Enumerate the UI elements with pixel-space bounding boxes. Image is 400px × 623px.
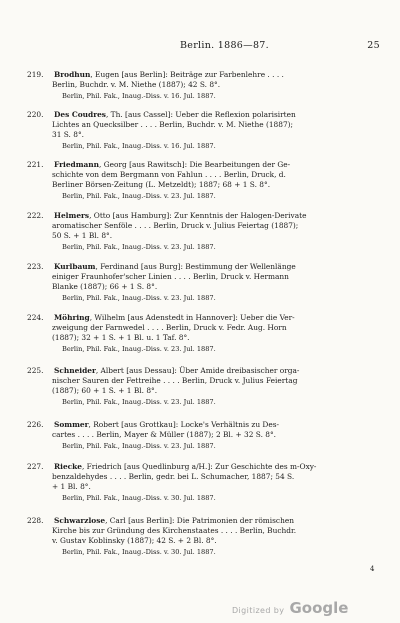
entry-line: aromatischer Senföle . . . . Berlin, Druck v. Julius Feiertag (1887);: [52, 221, 299, 230]
entry-line: Schwarzlose, Carl [aus Berlin]: Die Patrimonien der römischen: [54, 516, 294, 525]
entry-line: schichte von dem Bergmann von Fahlun . . . . Berlin, Druck, d.: [52, 170, 286, 179]
dissertation-note: Berlin, Phil. Fak., Inaug.-Diss. v. 23. Jul. 1887.: [62, 345, 216, 353]
entry-line: (1887); 60 + 1 S. + 1 Bl. 8°.: [52, 386, 158, 395]
entry-text: [54, 262, 368, 292]
entry-line: Riecke, Friedrich [aus Quedlinburg a/H.]: Zur Geschichte des m-Oxy-: [54, 462, 317, 471]
author-surname: Riecke: [54, 462, 82, 471]
entry-text: [54, 462, 368, 492]
dissertation-note: Berlin, Phil. Fak., Inaug.-Diss. v. 23. Jul. 1887.: [62, 192, 216, 200]
entry-number: 226.: [27, 420, 44, 429]
entry-number: 220.: [27, 110, 44, 119]
entry-text: [54, 516, 368, 546]
entry-text: [54, 420, 368, 440]
author-surname: Friedmann: [54, 160, 100, 169]
author-surname: Schwarzlose: [54, 516, 106, 525]
entry-line: Des Coudres, Th. [aus Cassel]: Ueber die Reflexion polarisirten: [54, 110, 296, 119]
entry-number: 228.: [27, 516, 44, 525]
entry-line: (1887); 32 + 1 S. + 1 Bl. u. 1 Taf. 8°.: [52, 333, 190, 342]
entry-line: cartes . . . . Berlin, Mayer & Müller (1887); 2 Bl. + 32 S. 8°.: [52, 430, 277, 439]
entry-text: [54, 110, 368, 140]
entry-number: 219.: [27, 70, 44, 79]
entry-line: benzaldehydes . . . . Berlin, gedr. bei L. Schumacher, 1887; 54 S.: [52, 472, 295, 481]
dissertation-note: Berlin, Phil. Fak., Inaug.-Diss. v. 23. Jul. 1887.: [62, 294, 216, 302]
entry-text: [54, 211, 368, 241]
watermark-prefix: Digitized by: [232, 606, 285, 615]
dissertation-note: Berlin, Phil. Fak., Inaug.-Diss. v. 16. Jul. 1887.: [62, 92, 216, 100]
author-surname: Des Coudres: [54, 110, 106, 119]
author-surname: Sommer: [54, 420, 89, 429]
signature-mark: 4: [370, 565, 375, 573]
entry-line: Lichtes an Quecksilber . . . . Berlin, Buchdr. v. M. Niethe (1887);: [52, 120, 294, 129]
entry-text: [54, 70, 368, 90]
dissertation-note: Berlin, Phil. Fak., Inaug.-Diss. v. 16. Jul. 1887.: [62, 142, 216, 150]
dissertation-note: Berlin, Phil. Fak., Inaug.-Diss. v. 23. Jul. 1887.: [62, 398, 216, 406]
entry-line: + 1 Bl. 8°.: [52, 482, 91, 491]
entry-line: 50 S. + 1 Bl. 8°.: [52, 231, 113, 240]
entry-line: Helmers, Otto [aus Hamburg]: Zur Kenntnis der Halogen-Derivate: [54, 211, 307, 220]
running-title: Berlin. 1886—87.: [180, 40, 269, 51]
entry-number: 223.: [27, 262, 44, 271]
author-surname: Schneider: [54, 366, 96, 375]
entry-number: 221.: [27, 160, 44, 169]
entry-text: [54, 313, 368, 343]
dissertation-note: Berlin, Phil. Fak., Inaug.-Diss. v. 30. Jul. 1887.: [62, 494, 216, 502]
author-surname: Möhring: [54, 313, 90, 322]
dissertation-note: Berlin, Phil. Fak., Inaug.-Diss. v. 23. Jul. 1887.: [62, 243, 216, 251]
author-surname: Brodhun: [54, 70, 91, 79]
entry-line: einiger Fraunhofer'scher Linien . . . . Berlin, Druck v. Hermann: [52, 272, 289, 281]
entry-number: 222.: [27, 211, 44, 220]
digitized-watermark: [232, 598, 348, 617]
dissertation-note: Berlin, Phil. Fak., Inaug.-Diss. v. 23. Jul. 1887.: [62, 442, 216, 450]
entry-number: 224.: [27, 313, 44, 322]
entry-line: 31 S. 8°.: [52, 130, 84, 139]
entry-number: 227.: [27, 462, 44, 471]
entry-line: Friedmann, Georg [aus Rawitsch]: Die Bearbeitungen der Ge-: [54, 160, 291, 169]
dissertation-note: Berlin, Phil. Fak., Inaug.-Diss. v. 30. Jul. 1887.: [62, 548, 216, 556]
entry-text: [54, 160, 368, 190]
entry-line: Sommer, Robert [aus Grottkau]: Locke's Verhältnis zu Des-: [54, 420, 280, 429]
entry-line: nischer Sauren der Fettreihe . . . . Berlin, Druck v. Julius Feiertag: [52, 376, 298, 385]
page-number: 25: [367, 40, 380, 51]
entry-text: [54, 366, 368, 396]
author-surname: Kurlbaum: [54, 262, 96, 271]
author-surname: Helmers: [54, 211, 90, 220]
watermark-logo: Google: [289, 599, 349, 617]
entry-number: 225.: [27, 366, 44, 375]
entry-line: Berliner Börsen-Zeitung (L. Metzeldt); 1887; 68 + 1 S. 8°.: [52, 180, 271, 189]
page-header: [0, 40, 400, 54]
entry-line: Brodhun, Eugen [aus Berlin]: Beiträge zur Farbenlehre . . . .: [54, 70, 284, 79]
entry-line: Berlin, Buchdr. v. M. Niethe (1887); 42 S. 8°.: [52, 80, 221, 89]
entry-line: Kurlbaum, Ferdinand [aus Burg]: Bestimmung der Wellenlänge: [54, 262, 296, 271]
entry-line: Kirche bis zur Gründung des Kirchenstaates . . . . Berlin, Buchdr.: [52, 526, 297, 535]
entry-line: Blanke (1887); 66 + 1 S. 8°.: [52, 282, 158, 291]
entry-line: Möhring, Wilhelm [aus Adenstedt in Hannover]: Ueber die Ver-: [54, 313, 295, 322]
entry-line: Schneider, Albert [aus Dessau]: Über Amide dreibasischer orga-: [54, 366, 300, 375]
entry-line: v. Gustav Koblinsky (1887); 42 S. + 2 Bl. 8°.: [52, 536, 217, 545]
entry-line: zweigung der Farnwedel . . . . Berlin, Druck v. Fedr. Aug. Horn: [52, 323, 287, 332]
